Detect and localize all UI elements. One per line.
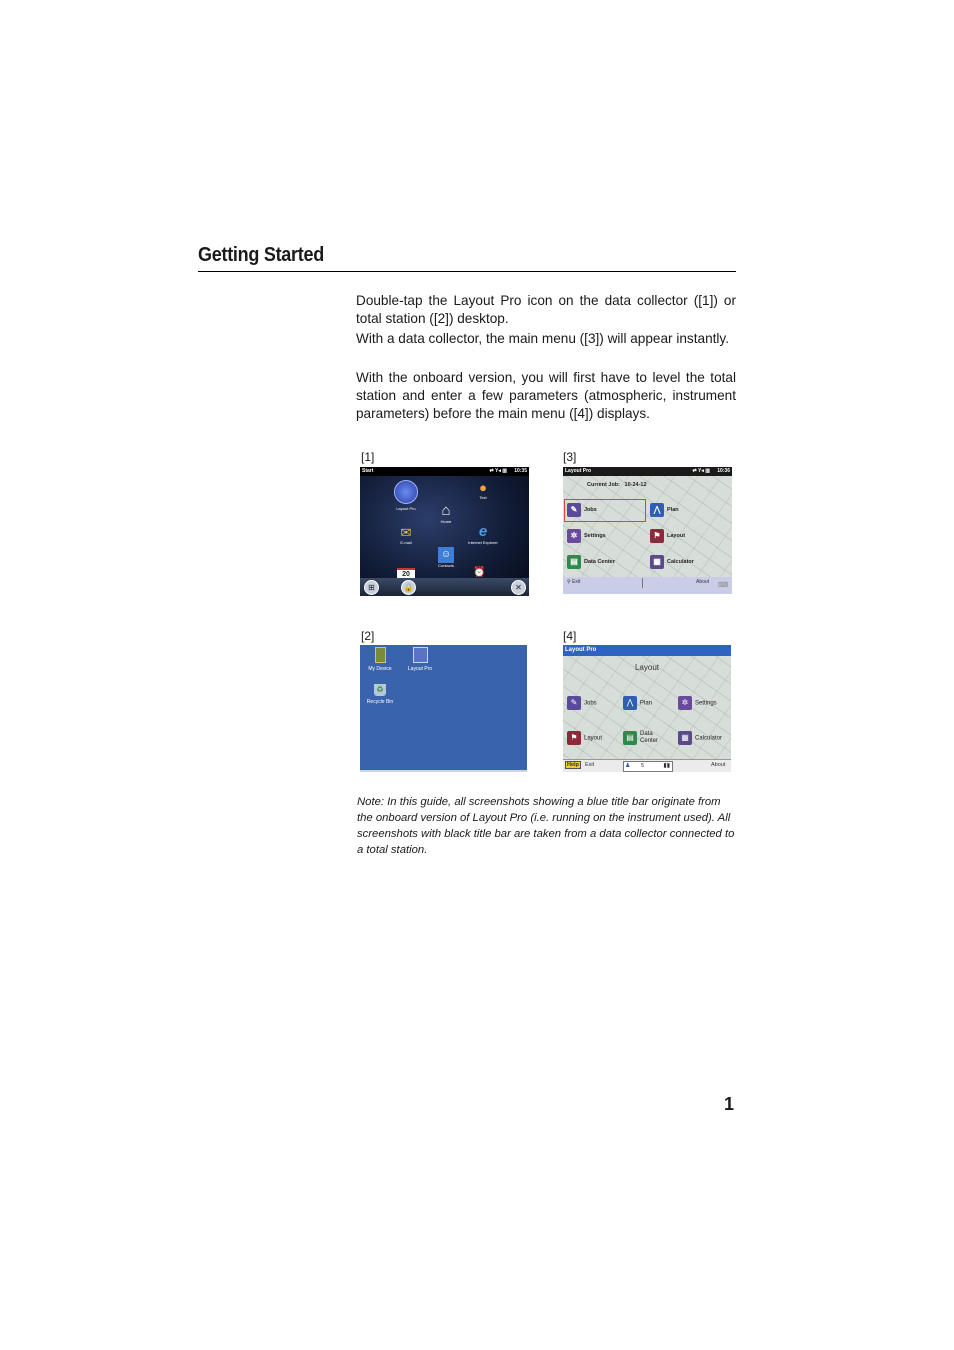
tile-label: Contacts — [438, 563, 454, 568]
menu-label: Layout — [667, 533, 686, 539]
close-button[interactable]: ✕ — [511, 580, 526, 595]
desktop-icon-my-device[interactable] — [362, 647, 398, 672]
paragraph-1: Double-tap the Layout Pro icon on the data collector ([1]) or total station ([2]) desktop. — [356, 293, 736, 326]
menu-jobs[interactable] — [567, 502, 597, 518]
app-title: Layout Pro — [565, 647, 597, 653]
tile-contacts[interactable] — [433, 547, 459, 568]
menu-label: Jobs — [584, 507, 597, 513]
menu-data-center[interactable] — [567, 554, 615, 570]
heading-rule — [198, 271, 736, 272]
menu-label: Jobs — [584, 700, 597, 707]
pin-icon: ⚲ — [567, 579, 571, 585]
caption-4: [4] — [563, 629, 577, 643]
title-bar — [563, 467, 732, 476]
calculator-icon: ▦ — [678, 731, 692, 745]
icon-label: Layout Pro — [407, 666, 433, 672]
screen-subtitle: Layout — [634, 663, 660, 672]
menu-label: Plan — [667, 507, 679, 513]
tile-home[interactable] — [433, 502, 459, 524]
battery-icon: ▮▮ — [663, 763, 670, 769]
clock-icon: ⏰ — [473, 567, 486, 578]
flag-icon: ⚑ — [567, 731, 581, 745]
menu-calculator[interactable] — [678, 731, 722, 745]
plan-icon: ⋀ — [623, 696, 637, 710]
lock-button[interactable]: 🔒 — [401, 580, 416, 595]
envelope-icon: ✉ — [400, 525, 412, 540]
paragraph-3: With the onboard version, you will first have to level the total station and enter a few parameters (atmospheric, instrument parameters) before the main menu ([4]) displays. — [356, 370, 736, 421]
menu-label-line-2: Center — [640, 738, 659, 744]
house-icon: ⌂ — [441, 502, 451, 519]
menu-label: Layout — [584, 735, 603, 742]
current-job-value: 10-24-12 — [624, 482, 647, 488]
jobs-icon: ✎ — [567, 696, 581, 710]
status-value: 5 — [641, 763, 645, 769]
about-button[interactable]: About — [696, 579, 710, 585]
person-icon: ☺ — [438, 547, 454, 563]
layout-pro-icon — [413, 647, 428, 663]
tile-text[interactable] — [470, 480, 496, 500]
calculator-icon: ▦ — [650, 555, 664, 569]
caption-1: [1] — [361, 450, 375, 464]
windows-start-button[interactable]: ⊞ — [364, 580, 379, 595]
tile-label: Internet Explorer — [468, 540, 498, 545]
menu-label: Settings — [584, 533, 606, 539]
menu-settings[interactable] — [567, 528, 606, 544]
status-indicator — [623, 761, 673, 772]
title-bar — [563, 645, 731, 656]
tile-label: Layout Pro — [396, 506, 416, 511]
taskbar — [360, 578, 529, 596]
jobs-icon: ✎ — [567, 503, 581, 517]
current-job-label: Current Job: — [587, 482, 620, 488]
footer-bar — [563, 759, 731, 772]
app-title: Layout Pro — [565, 468, 592, 474]
layout-pro-icon — [394, 480, 418, 504]
help-button[interactable]: Help — [567, 762, 579, 768]
signal-icon: ⇄ Y◂ ▥ — [489, 468, 507, 474]
menu-label — [640, 731, 658, 745]
exit-button[interactable] — [567, 579, 580, 585]
exit-button[interactable]: Exit — [585, 762, 595, 768]
page-number: 1 — [724, 1094, 735, 1114]
icon-label: Recycle Bin — [366, 699, 394, 705]
note-text: Note: In this guide, all screenshots showing a blue title bar originate from the onboard version of Layout Pro (i.e. running on the instrument used). All screenshots with black title bar are taken from a data collector connected to a total station. — [357, 796, 735, 856]
status-time: 10:36 — [717, 468, 730, 474]
menu-label: Plan — [640, 700, 653, 707]
menu-jobs[interactable] — [567, 696, 597, 710]
recycle-bin-icon: ♻ — [374, 684, 386, 696]
current-job — [587, 482, 647, 488]
caption-3: [3] — [563, 450, 577, 464]
menu-label: Calculator — [695, 735, 723, 742]
menu-label: Settings — [695, 700, 717, 707]
menu-plan[interactable] — [650, 502, 679, 518]
status-bar — [360, 467, 529, 476]
desktop-icon-layout-pro[interactable] — [402, 647, 438, 672]
menu-calculator[interactable] — [650, 554, 694, 570]
menu-layout[interactable] — [650, 528, 685, 544]
keyboard-icon[interactable]: ⌨ — [718, 582, 729, 589]
calendar-icon: 20 — [397, 568, 415, 580]
menu-data-center[interactable] — [623, 731, 658, 745]
data-center-icon: ▤ — [567, 555, 581, 569]
screenshot-onboard-menu — [563, 645, 731, 772]
menu-settings[interactable] — [678, 696, 717, 710]
screenshot-start-screen — [360, 467, 529, 596]
exit-label: Exit — [572, 579, 581, 585]
screenshot-total-station-desktop — [360, 645, 527, 772]
menu-label: Data Center — [584, 559, 615, 565]
section-heading: Getting Started — [198, 244, 324, 266]
plan-icon: ⋀ — [650, 503, 664, 517]
tile-label: Home — [440, 519, 452, 524]
gear-icon: ✲ — [678, 696, 692, 710]
tile-label: E-mail — [400, 540, 412, 545]
paragraph-2: With a data collector, the main menu ([3]) will appear instantly. — [356, 331, 729, 346]
footer-bar — [563, 577, 732, 594]
chat-bubble-icon: ● — [479, 480, 487, 495]
start-title: Start — [362, 468, 374, 474]
tile-label: Text — [479, 495, 487, 500]
desktop-icon-recycle-bin[interactable] — [362, 684, 398, 705]
data-center-icon: ▤ — [623, 731, 637, 745]
status-time: 10:35 — [514, 468, 527, 474]
gear-icon: ✲ — [567, 529, 581, 543]
about-button[interactable]: About — [711, 762, 726, 768]
menu-layout[interactable] — [567, 731, 602, 745]
signal-icon: ⇄ Y◂ ▥ — [692, 468, 710, 474]
device-icon — [375, 647, 386, 663]
flag-icon: ⚑ — [650, 529, 664, 543]
person-icon: ♟ — [625, 763, 631, 769]
icon-label: My Device — [368, 666, 392, 672]
tile-internet-explorer[interactable] — [464, 523, 502, 545]
caption-2: [2] — [361, 629, 375, 643]
screenshot-data-collector-menu — [563, 467, 732, 594]
menu-label-line-1: Data — [640, 731, 653, 737]
menu-label: Calculator — [667, 559, 694, 565]
ie-logo-icon: e — [478, 523, 488, 540]
menu-plan[interactable] — [623, 696, 652, 710]
tile-layout-pro[interactable] — [393, 480, 419, 511]
tile-email[interactable] — [393, 525, 419, 545]
footer-divider — [642, 578, 643, 588]
